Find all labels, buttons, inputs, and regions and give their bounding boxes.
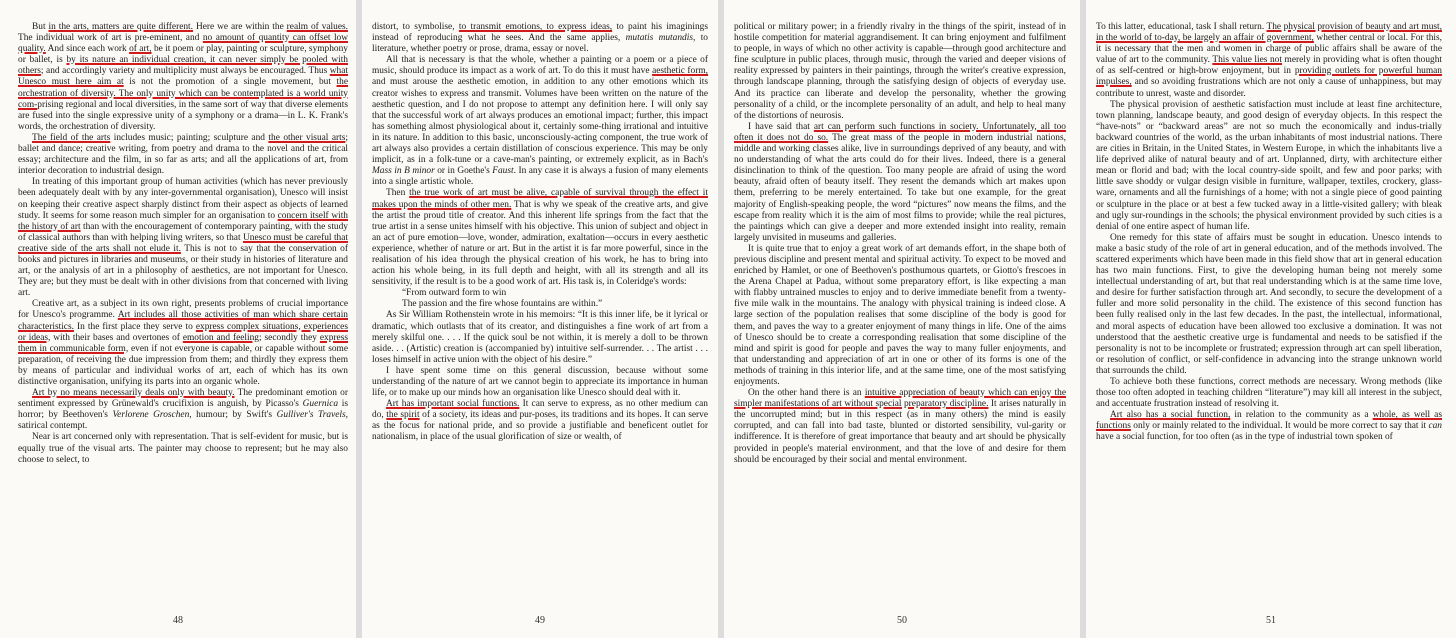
italic-title: Mass in B minor <box>372 166 435 177</box>
text-run: ; secondly they <box>259 332 320 343</box>
text-run: is horror; by Beethoven's <box>18 399 348 421</box>
highlighted-passage: what Unesco must here aim at <box>18 66 348 88</box>
highlighted-passage: The physical provision of beauty and art must, in the world of to-day, be largely an affair of government, <box>1096 22 1442 44</box>
text-run: And since each work <box>45 44 130 55</box>
text-run: The individual work of art is pre-eminent, and <box>18 33 203 44</box>
text-run: , to literature, whether poetry or prose, drama, essay or novel. <box>372 33 708 55</box>
paragraph <box>1096 410 1442 443</box>
highlighted-passage: Art has important social functions. <box>386 399 520 410</box>
paragraph <box>734 122 1066 244</box>
highlighted-passage: Unesco must be careful that creative side of the arts shall not elude it. <box>18 232 348 254</box>
text-run: whether central or local. For this, it is necessary that the men and women in charge of public affairs shall be aware of the value of art to the community. <box>1096 33 1442 66</box>
italic-title: mutatis mutandis <box>625 33 693 44</box>
quote-line: The passion and the fire whose fountains are within.” <box>402 299 603 310</box>
highlighted-passage: Art also has a social function, <box>1110 410 1231 421</box>
text-run: be it poem or play, painting or sculpture, symphony or ballet, is <box>18 44 348 66</box>
text-run: only or mainly related to the individual. It would be more correct to say that it <box>1130 421 1429 432</box>
text-run: In the first place they serve to <box>73 321 196 332</box>
highlighted-passage: This value lies not <box>1212 55 1282 66</box>
text-run: I have spent some time on this general discussion, because without some understanding of the nature of art we cannot begin to appreciate its importance in human life, or to make up our minds how an organisation like Unesco should deal with it. <box>372 365 708 399</box>
text-run: than with the encouragement of contemporary painting, with the study of classical authors than with helping living writers, so that <box>18 221 348 243</box>
highlighted-passage: the other visual arts <box>268 132 346 143</box>
highlighted-passage: by its nature an individual creation, it can never simply be pooled with others <box>18 55 348 77</box>
text-run: But <box>32 22 49 32</box>
paragraph <box>18 133 348 177</box>
text-run: , humour; by Swift's <box>189 410 277 421</box>
text-run: is not the promotion of a single movement, but <box>123 77 337 88</box>
highlighted-passage: concern itself with the history of art <box>18 210 348 232</box>
text-run: with their bases and overtones of <box>50 332 183 343</box>
highlighted-passage: express complex situations, experiences or ideas, <box>18 321 348 343</box>
highlighted-passage: aesthetic form, <box>652 66 708 77</box>
page-text <box>372 22 708 602</box>
text-run: To achieve both these functions, correct methods are necessary. Wrong methods (like those too often adopted in teaching children “literature”) may kill all interest in the subject, and accentuate frustration instead of resolving it. <box>1096 377 1442 410</box>
page-number: 49 <box>535 615 545 626</box>
text-run: ; ballet and dance; creative writing, from poetry and drama to the novel and the critical essay; architecture and the film, in so far as arts; and all the applications of art, from interior decoration to industrial design. <box>18 132 348 177</box>
text-run: Here we are within the <box>193 22 287 32</box>
text-run: political or military power; in a friendly rivalry in the things of the spirit, instead of in hostile competition for material aggrandisement. It can bring enjoyment and fulfilment to people, in ways of which no other activity is capable—through good architecture and fine sculpture in public places, through music, through the varied and deeper visions of reality expressed by painters in their paintings, through the writer's creative expression, through landscape planning, through the satisfying design of objects of everyday use. And its practice can liberate and develop the personality, whether the growing personality of a child, or the incomplete personality of an adult, and help to heal many of the distortions of neurosis. <box>734 22 1066 121</box>
text-run: merely in providing what is often thought of as self-centred or high-brow enjoyment, but in <box>1096 55 1442 77</box>
highlighted-passage: providing outlets for powerful human impulses, <box>1096 66 1442 88</box>
text-run: ; and accordingly variety and multiplicity must always be encouraged. Thus <box>40 66 330 77</box>
paragraph <box>734 22 1066 122</box>
text-run: Then <box>386 188 410 199</box>
paragraph <box>372 399 708 443</box>
page-number: 48 <box>173 615 183 626</box>
text-run: distort, to symbolise, <box>372 22 459 32</box>
highlighted-passage: art can perform such functions in society. Unfortunately, all too often it does not do so. <box>734 121 1066 143</box>
paragraph <box>372 366 708 399</box>
text-run: Near is art concerned only with representation. That is self-evident for music, but is equally true of the visual arts. The painter may choose to represent; but he may also choose to select, to <box>18 432 348 465</box>
text-run: . In any case it is always a fusion of many elements into a single artistic whole. <box>372 166 708 188</box>
paragraph <box>18 432 348 465</box>
text-run: It arises naturally in the uncorrupted mind; but in this respect (as in many others) the mind is easily corrupted, and can fall into bad taste, blunted or distorted sensibility, vul-garity or indifference. It is therefore of great importance that beauty and art should be physically provided in people's material environment, and that the love of and desire for them should be encouraged by their social and mental environment. <box>734 399 1066 465</box>
highlighted-passage: intuitive appreciation of beauty which can enjoy the simpler manifestations of art without special preparatory discipline. <box>734 388 1066 410</box>
paragraph <box>18 177 348 299</box>
page-text <box>734 22 1066 602</box>
highlighted-passage: of art, <box>129 44 152 55</box>
text-run: This is not to say that the conservation of books and pictures in libraries and museums, or their study in histories of literature and art, or the analysis of art in a philosophy of aesthetics, are not important for Unesco. They are; but they must be dealt with in other divisions from that concerned with living art. <box>18 243 348 299</box>
italic-title: Faust <box>492 166 514 177</box>
text-run: or in Goethe's <box>434 166 493 177</box>
highlighted-passage: the orchestration of diversity. The only unity which can be contemplated is a world unity com- <box>18 77 348 110</box>
text-run: The great mass of the people in modern industrial nations, middle and working classes alike, live in surroundings deprived of any beauty, and with no understanding of what the arts could do for their lives. Indeed, there is a general disinclination to think of the question. Too many people are afraid of using the word beauty, afraid often of beauty itself. They resent the demands which art makes upon them, preferring to be merely entertained. To take but one example, for the great majority of English-speaking people, the word “pictures” now means the films, and the escape from reality which it is the aim of most films to provide; while the real pictures, the paintings which can give a deeper and more extended insight into reality, remain largely unvisited in museums and galleries. <box>734 132 1066 243</box>
page-number: 51 <box>1266 615 1276 626</box>
text-run: The predominant emotion or sentiment expressed by Grünewald's crucifixion is anguish, by Picasso's <box>18 388 348 410</box>
text-run: of a society, its ideas and pur-poses, its traditions and its hopes. It can serve as the focus for national pride, and so provide a justifiable and beneficent outlet for nationalism, in place of the usual glorification of size or wealth, of <box>372 410 708 443</box>
highlighted-passage: The field of the arts <box>32 132 111 143</box>
text-run: The physical provision of aesthetic satisfaction must include at least fine architecture, town planning, landscape beauty, and good design of everyday objects. In this respect the “have-nots” or “backward areas” are not so much the economically and indus-trially backward countries of the world, as the urban inhabitants of most industrial nations. There are cities in Britain, in the United States, in Western Europe, in which the inhabitants live a life deprived alike of natural beauty and of art. Unplanned, dirty, with architecture either mean or florid and bad; with the local country-side spoilt, and few and poor parks; with little save shoddy or vulgar design visible in furniture, wallpaper, textiles, crockery, glass-ware, ornaments and all the furnishings of a home; with not a single piece of good painting or sculpture in the place or at best a few tucked away in a little-visited gallery; with bleak and ugly sur-roundings in the schools; the physical environment provided by such cities is a denial of one entire aspect of human life. <box>1096 99 1442 232</box>
italic-title: Gulliver's Travels <box>276 410 346 421</box>
text-run: That is why we speak of the creative arts, and give the artist the proud title of creator. And this inherent life springs from the fact that the true artist in a sense unites himself with his objective. This union of subject and object in an act of pure emotion—love, wonder, admiration, exaltation—occurs in every aesthetic experience, whether of nature or art. But in the artist it is far more powerful, since in the realisation of his idea through the physical creation of his work, he has to bring into action his whole being, in its full depth and height, with all its strength and all its sensitivity, if the result is to be a good work of art. His task is, in Coleridge's words: <box>372 199 708 288</box>
paragraph <box>18 299 348 388</box>
text-run: have a social function, for too often (as in the type of industrial town spoken of <box>1096 432 1393 443</box>
paragraph <box>372 55 708 188</box>
paragraph <box>1096 377 1442 410</box>
paragraph <box>1096 233 1442 377</box>
page-number: 50 <box>897 615 907 626</box>
text-run: As Sir William Rothenstein wrote in his memoirs: “It is this inner life, be it lyrical or dramatic, which outlasts that of its creator, and distinguishes a fine work of art from a merely skilful one. . . . If the quick soul be not within, it is merely a doll to be thrown aside. . . (Artistic) creation is (accompanied by) intuitive self-surrender. . . The artist . . . loses himself in active union with the object of his desire.” <box>372 310 708 365</box>
text-run: and so avoiding frustrations which are not only a cause of unhappiness, but may contribute to unrest, waste and disorder. <box>1096 77 1442 99</box>
highlighted-passage: the spirit <box>386 410 420 421</box>
text-run: even if not everyone is capable, or capable without some preparation, of receiving the due impression from them; and thirdly they express them by means of particular and individual works of art, each of which has its own distinctive organisation, unifying its parts into an organic whole. <box>18 343 348 387</box>
highlighted-passage: in the arts, matters are quite different. <box>48 22 194 32</box>
page-50 <box>724 0 1080 638</box>
highlighted-passage: Art by no means necessarily deals only with beauty. <box>32 388 235 399</box>
paragraph <box>1096 22 1442 100</box>
highlighted-passage: emotion and feeling <box>182 332 259 343</box>
text-run: It is quite true that to enjoy a great work of art demands effort, in the shape both of previous discipline and present mental and spiritual activity. To expect to be moved and enriched by Hamlet, or one of Beethoven's posthumous quartets, or Giotto's frescoes in the Arena Chapel at Padua, without some preparatory effort, is like expecting a man with flabby untrained muscles to enjoy and to derive immediate benefit from a twenty-five mile walk in the mountains. The analogy with physical training is indeed close. A large section of the population realises that some discipline of the body is good for them, and paves the way to a greater enjoyment of many things in life. One of the aims of Unesco should be to create a corresponding realisation that some discipline of the mind and spirit is good for people and paves the way to many fuller enjoyments, and that understanding and appreciation of art in one or other of its forms is one of the methods of training in this interior life, and at the same time, one of the most satisfying enjoyments. <box>734 243 1066 387</box>
paragraph <box>372 22 708 55</box>
text-run: prising regional and local diversities, in the same sort of way that diverse elements are fused into the single expressive unity of a symphony or a drama—in L. K. Frank's words, the orchestration of diversity. <box>18 99 348 132</box>
text-run: It can serve to express, as no other medium can do, <box>372 399 708 421</box>
text-run: and must arouse the aesthetic emotion, in addition to any other emotions which its creator wishes to express and transmit. Volumes have been written on the nature of the aesthetic question, and I do not propose to attempt any definition here. I will only say that the successful work of art always produces an emotional impact; further, this impact has something almost physiological about it, certainly some-thing irrational and intuitive in its nature. In addition to this basic, unconsciously-acting component, the true work of art always also provides a certain distillation of conscious experience. This may be only implicit, as in a folk-tune or a cave-man's painting, or extremely explicit, as in Bach's <box>372 77 708 166</box>
paragraph <box>734 244 1066 388</box>
text-run: in relation to the community as a <box>1230 410 1373 421</box>
text-run: , satirical contempt. <box>18 410 348 432</box>
text-run: One remedy for this state of affairs must be sought in education. Unesco intends to make a basic study of the role of art in general education, and of the methods involved. The scattered experiments which have been made in this field show that art in general education has two main functions. First, to give the developing human being not merely some intellectual understanding of art, but that real understanding which is at the same time love, and desire for further satisfaction through art. And secondly, to secure the development of a fuller and more solid personality in the child. The existence of this second function has been fully realised only in the last few decades. In the past, the intellectual, informational, and moral aspects of education have been allowed too exclusive a domination. It was not understood that the aesthetic creative urge is fundamental and needs to be satisfied if the personality is not to be incomplete or frustrated; expression through art can spell liberation, or resolution of conflict, or self-confidence in advancing into the strange unknown world that surrounds the child. <box>1096 232 1442 376</box>
page-text <box>1096 22 1442 602</box>
text-run: To this latter, educational, task I shall return. <box>1096 22 1267 32</box>
italic-title: Guernica <box>302 399 339 410</box>
italic-title: Verlorene Groschen <box>112 410 190 421</box>
italic-title: can <box>1428 421 1442 432</box>
highlighted-passage: realm of values. <box>286 22 348 32</box>
highlighted-passage: Art includes all those activities of man which share certain characteristics. <box>18 310 348 332</box>
highlighted-passage: the true work of art must be alive, capable of survival through the effect it makes upon the minds of other men. <box>372 188 708 210</box>
text-run: On the other hand there is an <box>748 388 865 399</box>
page-text <box>18 22 348 602</box>
text-run: includes music; painting; sculpture and <box>110 132 269 143</box>
highlighted-passage: no amount of quantity can offset low quality. <box>18 33 348 55</box>
paragraph <box>734 388 1066 466</box>
quote-line: “From outward form to win <box>402 288 507 299</box>
text-run: All that is necessary is that the whole, whether a painting or a poem or a piece of music, should produce its impact as a work of art. To do this it must have <box>372 55 708 77</box>
highlighted-passage: whole, as well as functions <box>1096 410 1442 432</box>
paragraph <box>18 388 348 432</box>
text-run: to paint his imaginings instead of reproducing what he sees. And the same applies, <box>372 22 708 44</box>
paragraph <box>372 310 708 365</box>
highlighted-passage: to transmit emotions, to express ideas, <box>458 22 613 32</box>
text-run: Creative art, as a subject in its own right, presents problems of crucial importance for Unesco's programme. <box>18 299 348 321</box>
page-48 <box>0 0 356 638</box>
text-run: I have said that <box>748 121 814 132</box>
highlighted-passage: express them in communicable form, <box>18 332 348 354</box>
page-49 <box>362 0 718 638</box>
text-run: In treating of this important group of human activities (which has never previously been adequately dealt with by any inter-governmental organisation), Unesco will insist on keeping their creative aspect sharply distinct from their aspect as objects of learned study. It seems for some reason much simpler for an organisation to <box>18 177 348 221</box>
paragraph <box>1096 100 1442 233</box>
paragraph <box>372 188 708 288</box>
page-51 <box>1086 0 1456 638</box>
paragraph <box>18 22 348 133</box>
